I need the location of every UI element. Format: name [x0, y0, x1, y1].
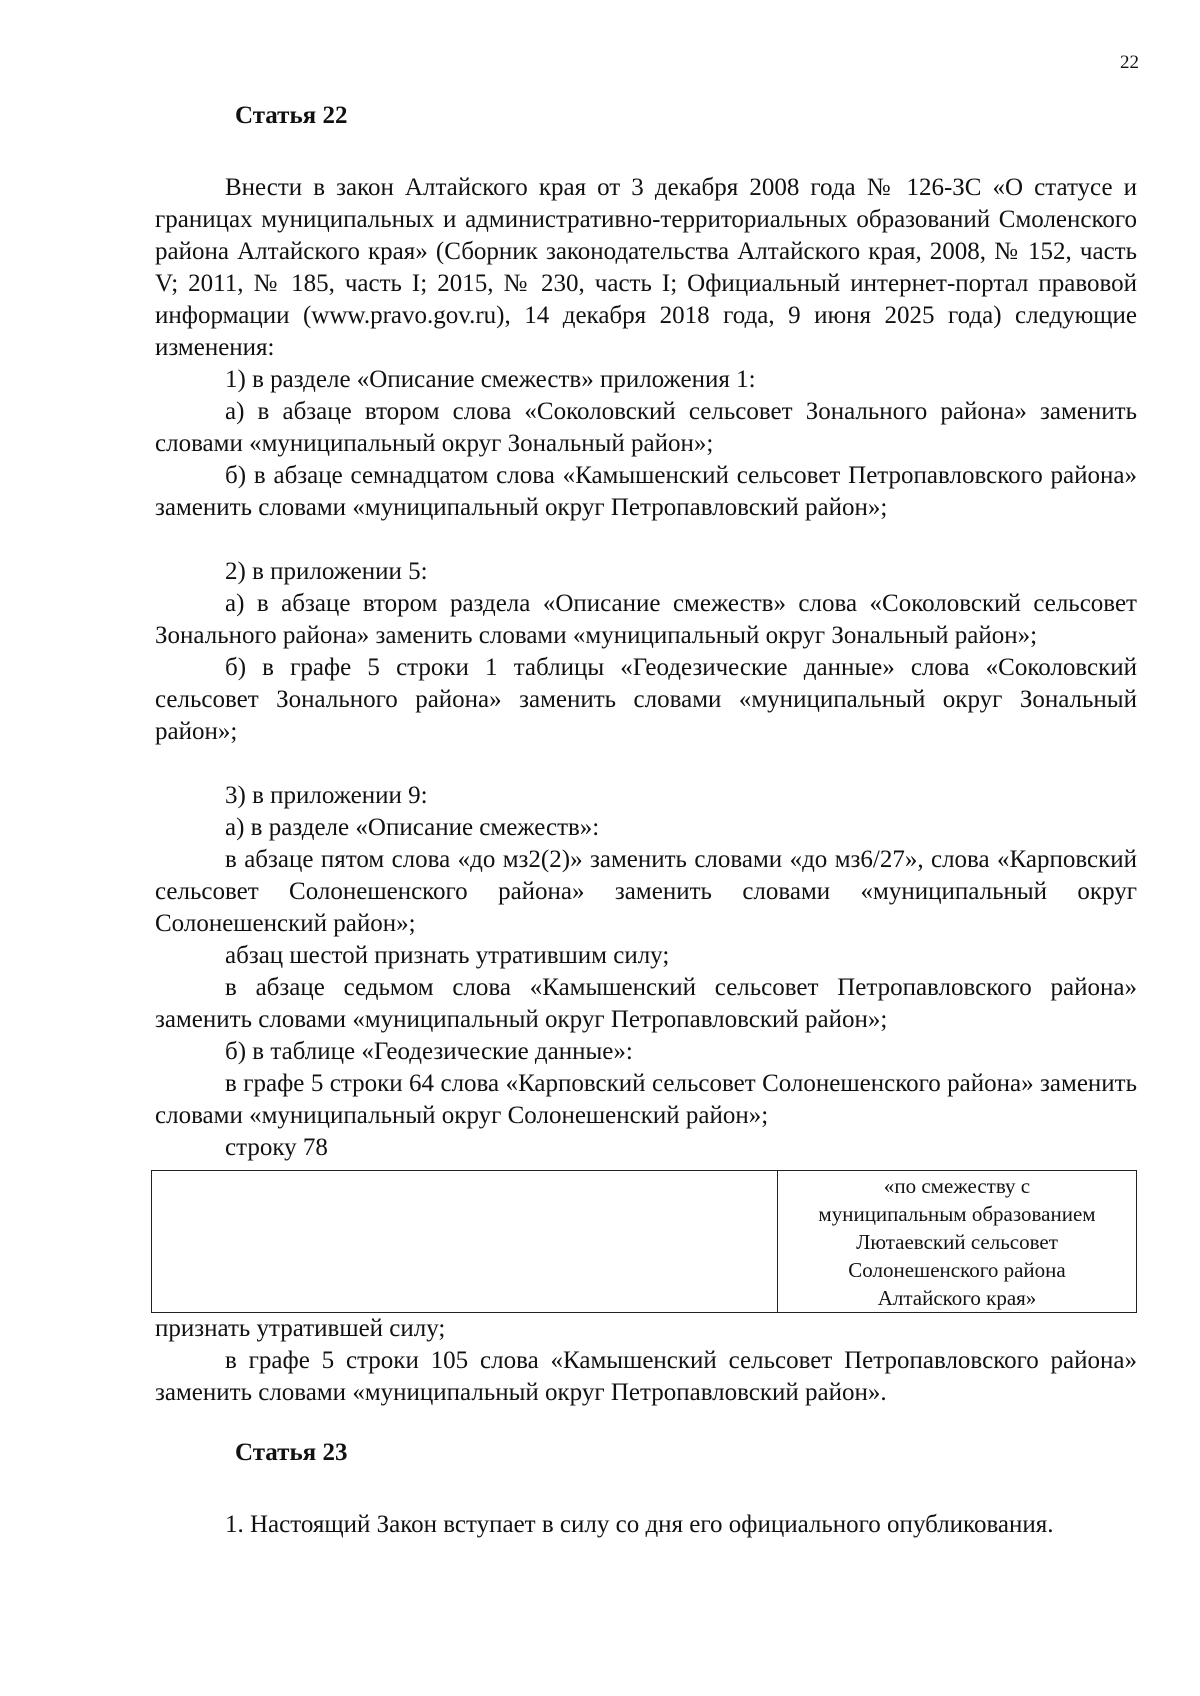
item-2-b: б) в графе 5 строки 1 таблицы «Геодезические данные» слова «Соколовский сельсовет Зонального района» заменить словами «муниципальный округ Зональный район»;: [155, 654, 1137, 745]
page-number: 22: [1120, 52, 1139, 73]
item-3-b-2: строку 78: [225, 1134, 328, 1161]
table-cell-line: Лютаевский сельсовет: [856, 1230, 1058, 1254]
geodetic-table-row-78: [151, 1170, 1137, 1313]
table-row: [152, 1171, 1137, 1313]
table-cell-line: Солонешенского района: [848, 1258, 1066, 1282]
table-cell-line: «по смежеству с: [883, 1174, 1031, 1198]
document-body: [155, 100, 1137, 1541]
item-3-a-title: а) в разделе «Описание смежеств»:: [225, 814, 600, 841]
item-3-a-2: абзац шестой признать утратившим силу;: [225, 942, 670, 969]
item-2-a: а) в абзаце втором раздела «Описание смежеств» слова «Соколовский сельсовет Зонального района» заменить словами «муниципальный округ Зональный район»;: [155, 590, 1137, 649]
table-cell-adjacency: [778, 1171, 1137, 1313]
item-3-a-1: в абзаце пятом слова «до мз2(2)» заменить словами «до мз6/27», слова «Карповский сельсовет Солонешенского района» заменить словами «муниципальный округ Солонешенский район»;: [155, 846, 1137, 937]
item-1-a: а) в абзаце втором слова «Соколовский сельсовет Зонального района» заменить словами «муниципальный округ Зональный район»;: [155, 398, 1137, 457]
table-cell-empty: [152, 1171, 778, 1313]
item-3-after-table: признать утратившей силу;: [155, 1315, 446, 1342]
article-22-heading: Статья 22: [235, 102, 348, 129]
item-3-b-title: б) в таблице «Геодезические данные»:: [225, 1038, 633, 1065]
spacer: [155, 524, 1137, 556]
article-22-intro: Внести в закон Алтайского края от 3 декабря 2008 года № 126-ЗС «О статусе и границах муниципальных и административно-территориальных образований Смоленского района Алтайского края» (Сборник законодательства Алтайского края, 2008, № 152, часть V; 2011, № 185, часть I; 2015, № 230, часть I; Официальный интернет-портал правовой информации (www.pravo.gov.ru), 14 декабря 2018 года, 9 июня 2025 года) следующие изменения:: [155, 174, 1137, 361]
item-2-title: 2) в приложении 5:: [225, 558, 428, 585]
spacer: [155, 748, 1137, 780]
article-23-paragraph-1: 1. Настоящий Закон вступает в силу со дня его официального опубликования.: [225, 1511, 1054, 1538]
item-3-b-1: в графе 5 строки 64 слова «Карповский сельсовет Солонешенского района» заменить словами «муниципальный округ Солонешенский район»;: [155, 1070, 1137, 1129]
table-cell-line: Алтайского края»: [877, 1286, 1037, 1310]
item-3-title: 3) в приложении 9:: [225, 782, 428, 809]
item-3-b-3: в графе 5 строки 105 слова «Камышенский сельсовет Петропавловского района» заменить словами «муниципальный округ Петропавловский район».: [155, 1347, 1137, 1406]
article-23-heading: Статья 23: [235, 1439, 348, 1466]
item-3-a-3: в абзаце седьмом слова «Камышенский сельсовет Петропавловского района» заменить словами «муниципальный округ Петропавловский район»;: [155, 974, 1137, 1033]
item-1-b: б) в абзаце семнадцатом слова «Камышенский сельсовет Петропавловского района» заменить словами «муниципальный округ Петропавловский район»;: [155, 462, 1137, 521]
item-1-title: 1) в разделе «Описание смежеств» приложения 1:: [225, 366, 756, 393]
table-cell-line: муниципальным образованием: [818, 1202, 1096, 1226]
